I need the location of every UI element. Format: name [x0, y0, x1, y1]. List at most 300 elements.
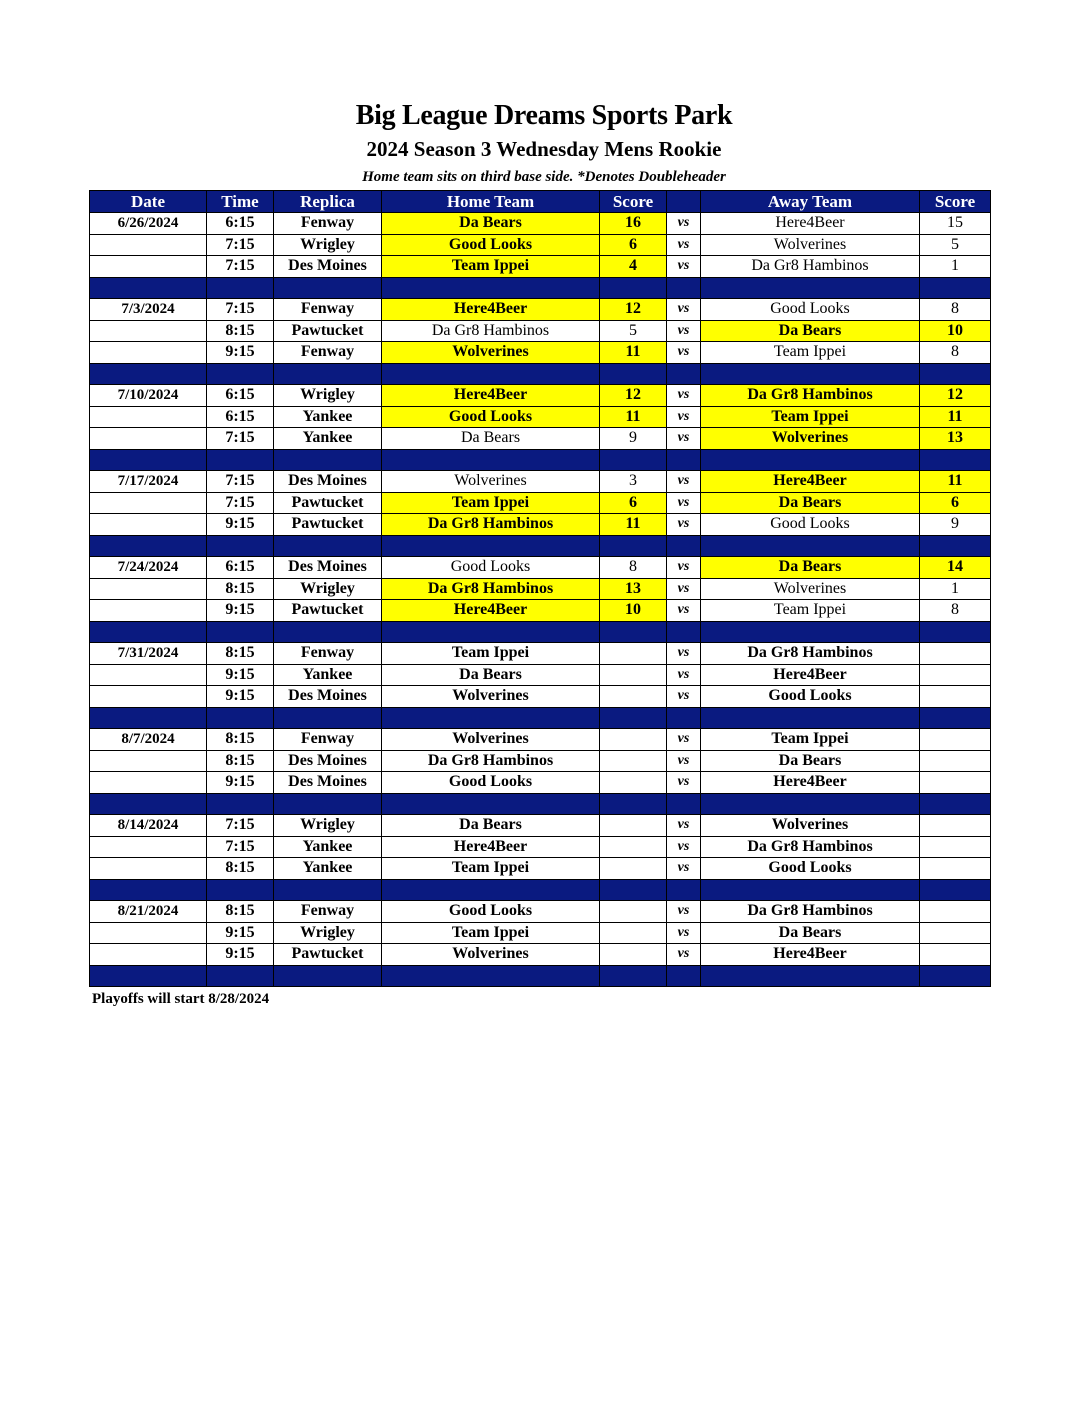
- table-row: [90, 578, 991, 600]
- date-cell: [90, 428, 207, 450]
- separator-cell: [207, 535, 274, 557]
- time-cell: 7:15: [207, 492, 274, 514]
- away-team-cell: Here4Beer: [701, 772, 920, 794]
- time-cell: 7:15: [207, 299, 274, 321]
- separator-cell: [207, 449, 274, 471]
- time-cell: 8:15: [207, 901, 274, 923]
- separator-cell: [274, 707, 382, 729]
- separator-cell: [90, 535, 207, 557]
- replica-cell: Pawtucket: [274, 600, 382, 622]
- away-team-cell: Here4Beer: [701, 944, 920, 966]
- away-team-cell: Here4Beer: [701, 471, 920, 493]
- vs-cell: vs: [667, 234, 701, 256]
- home-team-cell: Team Ippei: [382, 256, 600, 278]
- separator-cell: [382, 879, 600, 901]
- date-cell: 6/26/2024: [90, 213, 207, 235]
- away-team-cell: Da Gr8 Hambinos: [701, 385, 920, 407]
- date-cell: [90, 664, 207, 686]
- replica-cell: Wrigley: [274, 815, 382, 837]
- separator-cell: [701, 449, 920, 471]
- separator-cell: [600, 793, 667, 815]
- date-cell: 8/7/2024: [90, 729, 207, 751]
- away-score-cell: 1: [920, 578, 991, 600]
- separator-cell: [90, 879, 207, 901]
- vs-cell: vs: [667, 729, 701, 751]
- separator-cell: [600, 277, 667, 299]
- time-cell: 7:15: [207, 471, 274, 493]
- separator-cell: [667, 277, 701, 299]
- time-cell: 6:15: [207, 557, 274, 579]
- separator-cell: [667, 707, 701, 729]
- vs-cell: vs: [667, 643, 701, 665]
- time-cell: 6:15: [207, 213, 274, 235]
- table-row: [90, 836, 991, 858]
- separator-cell: [90, 965, 207, 987]
- separator-cell: [667, 621, 701, 643]
- separator-cell: [920, 793, 991, 815]
- away-team-cell: Da Bears: [701, 492, 920, 514]
- replica-cell: Wrigley: [274, 578, 382, 600]
- time-cell: 8:15: [207, 750, 274, 772]
- home-score-cell: 5: [600, 320, 667, 342]
- separator-cell: [600, 879, 667, 901]
- separator-cell: [274, 449, 382, 471]
- replica-cell: Wrigley: [274, 234, 382, 256]
- table-row: [90, 944, 991, 966]
- time-cell: 9:15: [207, 944, 274, 966]
- time-cell: 7:15: [207, 256, 274, 278]
- home-team-cell: Da Bears: [382, 664, 600, 686]
- away-team-cell: Good Looks: [701, 514, 920, 536]
- date-cell: [90, 600, 207, 622]
- table-row: [90, 492, 991, 514]
- away-team-cell: Wolverines: [701, 815, 920, 837]
- table-row: [90, 750, 991, 772]
- home-team-cell: Here4Beer: [382, 836, 600, 858]
- schedule-table: [89, 190, 991, 987]
- time-cell: 9:15: [207, 600, 274, 622]
- date-cell: 7/31/2024: [90, 643, 207, 665]
- separator-cell: [600, 965, 667, 987]
- separator-cell: [90, 363, 207, 385]
- time-cell: 7:15: [207, 815, 274, 837]
- week-separator-row: [90, 535, 991, 557]
- home-team-cell: Here4Beer: [382, 600, 600, 622]
- separator-cell: [207, 879, 274, 901]
- vs-cell: vs: [667, 858, 701, 880]
- home-score-cell: 10: [600, 600, 667, 622]
- separator-cell: [920, 535, 991, 557]
- away-score-cell: [920, 836, 991, 858]
- vs-cell: vs: [667, 578, 701, 600]
- vs-cell: vs: [667, 385, 701, 407]
- table-row: [90, 213, 991, 235]
- time-cell: 9:15: [207, 514, 274, 536]
- separator-cell: [920, 707, 991, 729]
- home-score-cell: 4: [600, 256, 667, 278]
- away-score-cell: [920, 858, 991, 880]
- home-team-cell: Team Ippei: [382, 492, 600, 514]
- separator-cell: [207, 965, 274, 987]
- replica-cell: Des Moines: [274, 686, 382, 708]
- home-score-cell: 16: [600, 213, 667, 235]
- away-score-cell: 8: [920, 600, 991, 622]
- separator-cell: [382, 535, 600, 557]
- away-team-cell: Good Looks: [701, 858, 920, 880]
- time-cell: 8:15: [207, 729, 274, 751]
- home-score-cell: [600, 729, 667, 751]
- home-team-cell: Good Looks: [382, 406, 600, 428]
- replica-cell: Pawtucket: [274, 320, 382, 342]
- home-team-cell: Good Looks: [382, 234, 600, 256]
- away-score-cell: [920, 772, 991, 794]
- home-team-cell: Good Looks: [382, 901, 600, 923]
- separator-cell: [274, 621, 382, 643]
- replica-cell: Des Moines: [274, 772, 382, 794]
- table-row: [90, 514, 991, 536]
- away-score-cell: [920, 944, 991, 966]
- table-row: [90, 643, 991, 665]
- vs-cell: vs: [667, 471, 701, 493]
- vs-cell: vs: [667, 299, 701, 321]
- away-score-cell: [920, 686, 991, 708]
- vs-cell: vs: [667, 836, 701, 858]
- vs-cell: vs: [667, 686, 701, 708]
- home-score-cell: [600, 664, 667, 686]
- week-separator-row: [90, 449, 991, 471]
- away-score-cell: 14: [920, 557, 991, 579]
- away-score-cell: [920, 664, 991, 686]
- home-team-cell: Da Bears: [382, 213, 600, 235]
- date-cell: [90, 836, 207, 858]
- week-separator-row: [90, 793, 991, 815]
- separator-cell: [207, 277, 274, 299]
- separator-cell: [701, 879, 920, 901]
- col-header-home-team: Home Team: [382, 191, 600, 213]
- separator-cell: [207, 363, 274, 385]
- home-score-cell: 11: [600, 342, 667, 364]
- away-team-cell: Team Ippei: [701, 406, 920, 428]
- replica-cell: Yankee: [274, 836, 382, 858]
- away-score-cell: [920, 750, 991, 772]
- separator-cell: [382, 621, 600, 643]
- time-cell: 8:15: [207, 643, 274, 665]
- separator-cell: [667, 879, 701, 901]
- col-header-date: Date: [90, 191, 207, 213]
- replica-cell: Yankee: [274, 406, 382, 428]
- replica-cell: Yankee: [274, 664, 382, 686]
- home-team-cell: Wolverines: [382, 471, 600, 493]
- date-cell: 7/17/2024: [90, 471, 207, 493]
- away-score-cell: [920, 815, 991, 837]
- col-header-replica: Replica: [274, 191, 382, 213]
- col-header-away-team: Away Team: [701, 191, 920, 213]
- table-row: [90, 428, 991, 450]
- separator-cell: [667, 363, 701, 385]
- col-header-home-score: Score: [600, 191, 667, 213]
- home-score-cell: [600, 772, 667, 794]
- vs-cell: vs: [667, 428, 701, 450]
- replica-cell: Pawtucket: [274, 514, 382, 536]
- separator-cell: [90, 621, 207, 643]
- date-cell: [90, 944, 207, 966]
- away-team-cell: Da Bears: [701, 922, 920, 944]
- separator-cell: [90, 277, 207, 299]
- vs-cell: vs: [667, 750, 701, 772]
- replica-cell: Yankee: [274, 858, 382, 880]
- away-score-cell: [920, 901, 991, 923]
- date-cell: [90, 406, 207, 428]
- away-score-cell: 11: [920, 406, 991, 428]
- away-team-cell: Wolverines: [701, 234, 920, 256]
- time-cell: 7:15: [207, 428, 274, 450]
- table-row: [90, 858, 991, 880]
- date-cell: [90, 514, 207, 536]
- replica-cell: Pawtucket: [274, 944, 382, 966]
- away-team-cell: Team Ippei: [701, 342, 920, 364]
- away-team-cell: Here4Beer: [701, 213, 920, 235]
- time-cell: 7:15: [207, 836, 274, 858]
- date-cell: 7/24/2024: [90, 557, 207, 579]
- home-score-cell: 11: [600, 514, 667, 536]
- replica-cell: Yankee: [274, 428, 382, 450]
- table-row: [90, 557, 991, 579]
- separator-cell: [701, 535, 920, 557]
- replica-cell: Fenway: [274, 729, 382, 751]
- separator-cell: [701, 621, 920, 643]
- home-team-cell: Da Gr8 Hambinos: [382, 578, 600, 600]
- away-team-cell: Da Gr8 Hambinos: [701, 643, 920, 665]
- home-team-cell: Good Looks: [382, 772, 600, 794]
- home-score-cell: 11: [600, 406, 667, 428]
- away-score-cell: 5: [920, 234, 991, 256]
- header-row: [90, 191, 991, 213]
- time-cell: 9:15: [207, 664, 274, 686]
- home-team-cell: Good Looks: [382, 557, 600, 579]
- table-row: [90, 664, 991, 686]
- separator-cell: [382, 449, 600, 471]
- home-team-cell: Da Bears: [382, 815, 600, 837]
- separator-cell: [701, 707, 920, 729]
- week-separator-row: [90, 621, 991, 643]
- vs-cell: vs: [667, 600, 701, 622]
- home-score-cell: 12: [600, 299, 667, 321]
- replica-cell: Fenway: [274, 213, 382, 235]
- date-cell: 8/21/2024: [90, 901, 207, 923]
- date-cell: [90, 342, 207, 364]
- replica-cell: Wrigley: [274, 922, 382, 944]
- date-cell: [90, 578, 207, 600]
- vs-cell: vs: [667, 664, 701, 686]
- table-row: [90, 234, 991, 256]
- away-score-cell: 9: [920, 514, 991, 536]
- home-score-cell: [600, 944, 667, 966]
- separator-cell: [382, 707, 600, 729]
- away-team-cell: Da Gr8 Hambinos: [701, 901, 920, 923]
- away-team-cell: Team Ippei: [701, 729, 920, 751]
- date-cell: 8/14/2024: [90, 815, 207, 837]
- away-team-cell: Da Gr8 Hambinos: [701, 836, 920, 858]
- vs-cell: vs: [667, 406, 701, 428]
- home-score-cell: [600, 815, 667, 837]
- table-row: [90, 299, 991, 321]
- away-team-cell: Da Bears: [701, 750, 920, 772]
- week-separator-row: [90, 965, 991, 987]
- vs-cell: vs: [667, 320, 701, 342]
- date-cell: [90, 320, 207, 342]
- table-row: [90, 320, 991, 342]
- away-team-cell: Team Ippei: [701, 600, 920, 622]
- separator-cell: [920, 363, 991, 385]
- col-header-away-score: Score: [920, 191, 991, 213]
- away-score-cell: 15: [920, 213, 991, 235]
- separator-cell: [274, 363, 382, 385]
- replica-cell: Pawtucket: [274, 492, 382, 514]
- table-row: [90, 342, 991, 364]
- home-score-cell: [600, 901, 667, 923]
- home-score-cell: [600, 922, 667, 944]
- schedule-body: [90, 213, 991, 987]
- table-row: [90, 922, 991, 944]
- replica-cell: Des Moines: [274, 750, 382, 772]
- vs-cell: vs: [667, 256, 701, 278]
- separator-cell: [667, 449, 701, 471]
- page-subtitle: 2024 Season 3 Wednesday Mens Rookie: [366, 137, 722, 161]
- table-row: [90, 815, 991, 837]
- separator-cell: [382, 793, 600, 815]
- away-team-cell: Wolverines: [701, 428, 920, 450]
- home-score-cell: 6: [600, 234, 667, 256]
- separator-cell: [600, 707, 667, 729]
- table-row: [90, 901, 991, 923]
- playoffs-note: Playoffs will start 8/28/2024: [92, 991, 270, 1007]
- week-separator-row: [90, 707, 991, 729]
- replica-cell: Des Moines: [274, 557, 382, 579]
- away-score-cell: 11: [920, 471, 991, 493]
- home-score-cell: 9: [600, 428, 667, 450]
- home-score-cell: [600, 686, 667, 708]
- vs-cell: vs: [667, 342, 701, 364]
- home-score-cell: 12: [600, 385, 667, 407]
- week-separator-row: [90, 277, 991, 299]
- separator-cell: [920, 621, 991, 643]
- home-team-cell: Here4Beer: [382, 299, 600, 321]
- time-cell: 8:15: [207, 578, 274, 600]
- schedule-note: Home team sits on third base side. *Denotes Doubleheader: [362, 169, 726, 185]
- separator-cell: [600, 621, 667, 643]
- replica-cell: Wrigley: [274, 385, 382, 407]
- date-cell: [90, 686, 207, 708]
- replica-cell: Fenway: [274, 299, 382, 321]
- replica-cell: Fenway: [274, 901, 382, 923]
- away-team-cell: Wolverines: [701, 578, 920, 600]
- separator-cell: [701, 793, 920, 815]
- away-score-cell: [920, 729, 991, 751]
- date-cell: [90, 234, 207, 256]
- time-cell: 8:15: [207, 320, 274, 342]
- col-header-vs: [667, 191, 701, 213]
- separator-cell: [600, 535, 667, 557]
- date-cell: [90, 750, 207, 772]
- away-team-cell: Da Gr8 Hambinos: [701, 256, 920, 278]
- away-team-cell: Good Looks: [701, 299, 920, 321]
- vs-cell: vs: [667, 944, 701, 966]
- separator-cell: [274, 879, 382, 901]
- table-row: [90, 729, 991, 751]
- separator-cell: [90, 793, 207, 815]
- separator-cell: [274, 965, 382, 987]
- date-cell: [90, 858, 207, 880]
- vs-cell: vs: [667, 815, 701, 837]
- separator-cell: [920, 965, 991, 987]
- date-cell: [90, 256, 207, 278]
- home-team-cell: Team Ippei: [382, 922, 600, 944]
- home-team-cell: Here4Beer: [382, 385, 600, 407]
- vs-cell: vs: [667, 557, 701, 579]
- time-cell: 7:15: [207, 234, 274, 256]
- home-team-cell: Da Gr8 Hambinos: [382, 320, 600, 342]
- away-score-cell: 8: [920, 342, 991, 364]
- date-cell: [90, 922, 207, 944]
- separator-cell: [667, 535, 701, 557]
- replica-cell: Fenway: [274, 342, 382, 364]
- home-score-cell: [600, 643, 667, 665]
- replica-cell: Fenway: [274, 643, 382, 665]
- separator-cell: [382, 965, 600, 987]
- time-cell: 6:15: [207, 406, 274, 428]
- separator-cell: [207, 707, 274, 729]
- separator-cell: [274, 277, 382, 299]
- week-separator-row: [90, 879, 991, 901]
- home-team-cell: Team Ippei: [382, 858, 600, 880]
- vs-cell: vs: [667, 901, 701, 923]
- separator-cell: [382, 363, 600, 385]
- separator-cell: [667, 965, 701, 987]
- home-score-cell: [600, 750, 667, 772]
- date-cell: [90, 492, 207, 514]
- vs-cell: vs: [667, 922, 701, 944]
- time-cell: 8:15: [207, 858, 274, 880]
- away-score-cell: [920, 643, 991, 665]
- home-team-cell: Wolverines: [382, 729, 600, 751]
- away-score-cell: 10: [920, 320, 991, 342]
- separator-cell: [382, 277, 600, 299]
- separator-cell: [207, 793, 274, 815]
- separator-cell: [90, 707, 207, 729]
- time-cell: 9:15: [207, 772, 274, 794]
- table-row: [90, 256, 991, 278]
- home-score-cell: 3: [600, 471, 667, 493]
- away-score-cell: [920, 922, 991, 944]
- date-cell: 7/10/2024: [90, 385, 207, 407]
- home-team-cell: Wolverines: [382, 342, 600, 364]
- separator-cell: [701, 965, 920, 987]
- separator-cell: [207, 621, 274, 643]
- time-cell: 9:15: [207, 342, 274, 364]
- vs-cell: vs: [667, 514, 701, 536]
- time-cell: 6:15: [207, 385, 274, 407]
- separator-cell: [920, 277, 991, 299]
- separator-cell: [667, 793, 701, 815]
- away-score-cell: 1: [920, 256, 991, 278]
- replica-cell: Des Moines: [274, 256, 382, 278]
- time-cell: 9:15: [207, 686, 274, 708]
- page-title: Big League Dreams Sports Park: [355, 100, 733, 131]
- away-score-cell: 13: [920, 428, 991, 450]
- separator-cell: [701, 363, 920, 385]
- separator-cell: [920, 449, 991, 471]
- separator-cell: [90, 449, 207, 471]
